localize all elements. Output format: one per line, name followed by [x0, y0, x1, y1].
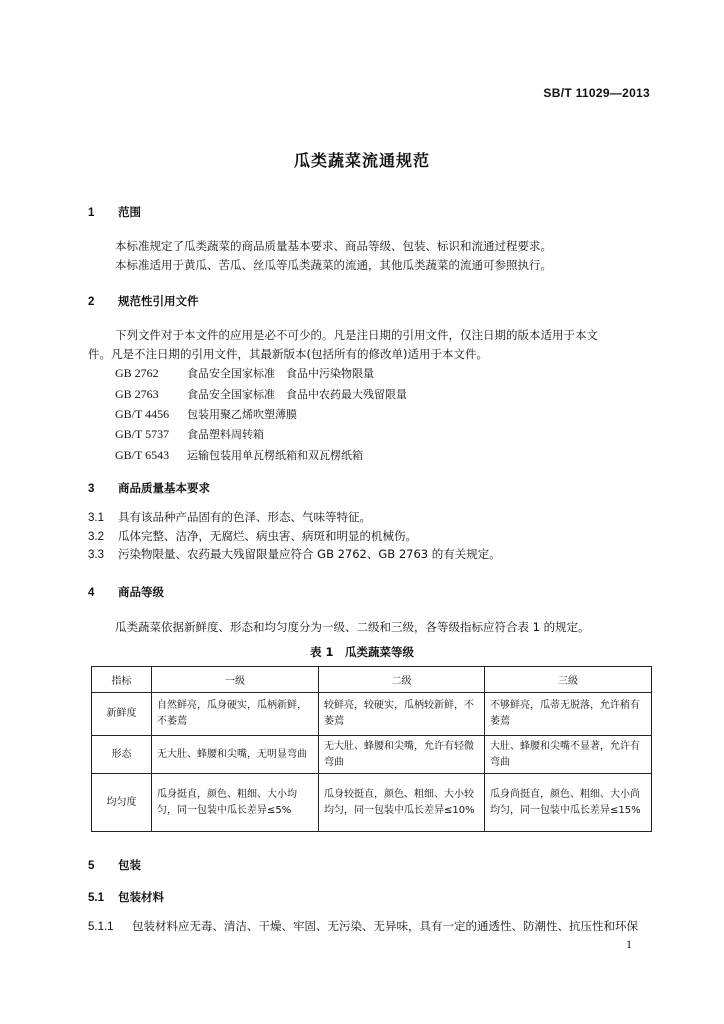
subsection-title: 包装材料 [118, 890, 164, 904]
section-number: 3 [88, 483, 95, 495]
item-text: 瓜体完整、洁净，无腐烂、病虫害、病斑和明显的机械伤。 [118, 529, 417, 543]
grade-1-cell: 自然鲜亮，瓜身硬实，瓜柄新鲜，不萎蔫 [152, 693, 319, 736]
grade-3-cell: 不够鲜亮，瓜蒂无脱落，允许稍有萎蔫 [485, 693, 652, 736]
header-grade-2: 二级 [319, 667, 485, 693]
section-number: 2 [88, 296, 95, 308]
grade-table [91, 666, 652, 832]
reference-item [115, 447, 363, 463]
section-title: 范围 [118, 205, 141, 219]
item-number: 3.2 [88, 531, 104, 543]
indicator-cell: 形态 [92, 736, 152, 774]
item-number: 5.1.1 [88, 921, 114, 933]
item-number: 3.3 [88, 549, 104, 561]
reference-title: 食品塑料周转箱 [187, 428, 264, 441]
item-text: 具有该品种产品固有的色泽、形态、气味等特征。 [118, 510, 371, 524]
reference-code: GB 2763 [115, 387, 159, 401]
reference-title: 食品安全国家标准 食品中污染物限量 [187, 367, 374, 380]
reference-item [115, 386, 407, 402]
document-title: 瓜类蔬菜流通规范 [293, 151, 430, 170]
table-row [92, 736, 652, 774]
reference-code: GB/T 6543 [115, 448, 170, 462]
section-1-heading [88, 204, 141, 220]
grade-2-cell: 瓜身较挺直，颜色、粗细、大小较均匀，同一包装中瓜长差异≤10% [319, 774, 485, 832]
section-title: 包装 [118, 858, 141, 872]
section-number: 5 [88, 860, 95, 872]
scope-line-1: 本标准规定了瓜类蔬菜的商品质量基本要求、商品等级、包装、标识和流通过程要求。 [115, 239, 552, 253]
scope-line-2: 本标准适用于黄瓜、苦瓜、丝瓜等瓜类蔬菜的流通，其他瓜类蔬菜的流通可参照执行。 [115, 258, 552, 272]
reference-title: 食品安全国家标准 食品中农药最大残留限量 [187, 388, 407, 401]
section-3-heading [88, 480, 210, 496]
grade-3-cell: 瓜身尚挺直，颜色、粗细、大小尚均匀，同一包装中瓜长差异≤15% [485, 774, 652, 832]
packaging-item [88, 918, 638, 934]
section-number: 4 [88, 587, 95, 599]
reference-item [115, 406, 297, 422]
reference-code: GB/T 5737 [115, 427, 170, 441]
references-intro-line-2: 件。凡是不注日期的引用文件，其最新版本(包括所有的修改单)适用于本文件。 [88, 347, 488, 361]
references-intro-line-1: 下列文件对于本文件的应用是必不可少的。凡是注日期的引用文件，仅注日期的版本适用于本文 [115, 328, 598, 342]
indicator-cell: 新鲜度 [92, 693, 152, 736]
requirement-item [88, 528, 417, 544]
reference-title: 包装用聚乙烯吹塑薄膜 [187, 408, 297, 421]
reference-item [115, 365, 374, 381]
standard-code: SB/T 11029—2013 [543, 86, 650, 100]
grade-2-cell: 无大肚、蜂腰和尖嘴，允许有轻微弯曲 [319, 736, 485, 774]
subsection-number: 5.1 [88, 892, 104, 904]
table-caption: 表 1 瓜类蔬菜等级 [309, 645, 414, 659]
table-row [92, 774, 652, 832]
header-grade-3: 三级 [485, 667, 652, 693]
reference-title: 运输包装用单瓦楞纸箱和双瓦楞纸箱 [187, 449, 363, 462]
grade-1-cell: 瓜身挺直，颜色、粗细、大小均匀，同一包装中瓜长差异≤5% [152, 774, 319, 832]
reference-code: GB/T 4456 [115, 407, 170, 421]
grade-2-cell: 较鲜亮，较硬实，瓜柄较新鲜，不萎蔫 [319, 693, 485, 736]
item-number: 3.1 [88, 512, 104, 524]
item-text: 污染物限量、农药最大残留限量应符合 GB 2762、GB 2763 的有关规定。 [118, 547, 501, 561]
page-number: 1 [626, 937, 632, 951]
table-row [92, 693, 652, 736]
grading-paragraph: 瓜类蔬菜依据新鲜度、形态和均匀度分为一级、二级和三级，各等级指标应符合表 1 的规定。 [115, 620, 590, 634]
header-grade-1: 一级 [152, 667, 319, 693]
section-number: 1 [88, 207, 95, 219]
section-5-heading [88, 857, 141, 873]
table-header-row [92, 667, 652, 693]
requirement-item [88, 509, 371, 525]
grade-3-cell: 大肚、蜂腰和尖嘴不显著，允许有弯曲 [485, 736, 652, 774]
section-title: 商品等级 [118, 585, 164, 599]
header-indicator: 指标 [92, 667, 152, 693]
grade-1-cell: 无大肚、蜂腰和尖嘴，无明显弯曲 [152, 736, 319, 774]
requirement-item [88, 546, 501, 562]
section-title: 商品质量基本要求 [118, 481, 210, 495]
reference-code: GB 2762 [115, 366, 159, 380]
section-4-heading [88, 584, 164, 600]
section-2-heading [88, 293, 199, 309]
reference-item [115, 426, 264, 442]
section-title: 规范性引用文件 [118, 294, 199, 308]
subsection-5-1-heading [88, 889, 164, 905]
indicator-cell: 均匀度 [92, 774, 152, 832]
item-text: 包装材料应无毒、清洁、干燥、牢固、无污染、无异味，具有一定的通透性、防潮性、抗压性和环保 [132, 919, 638, 933]
